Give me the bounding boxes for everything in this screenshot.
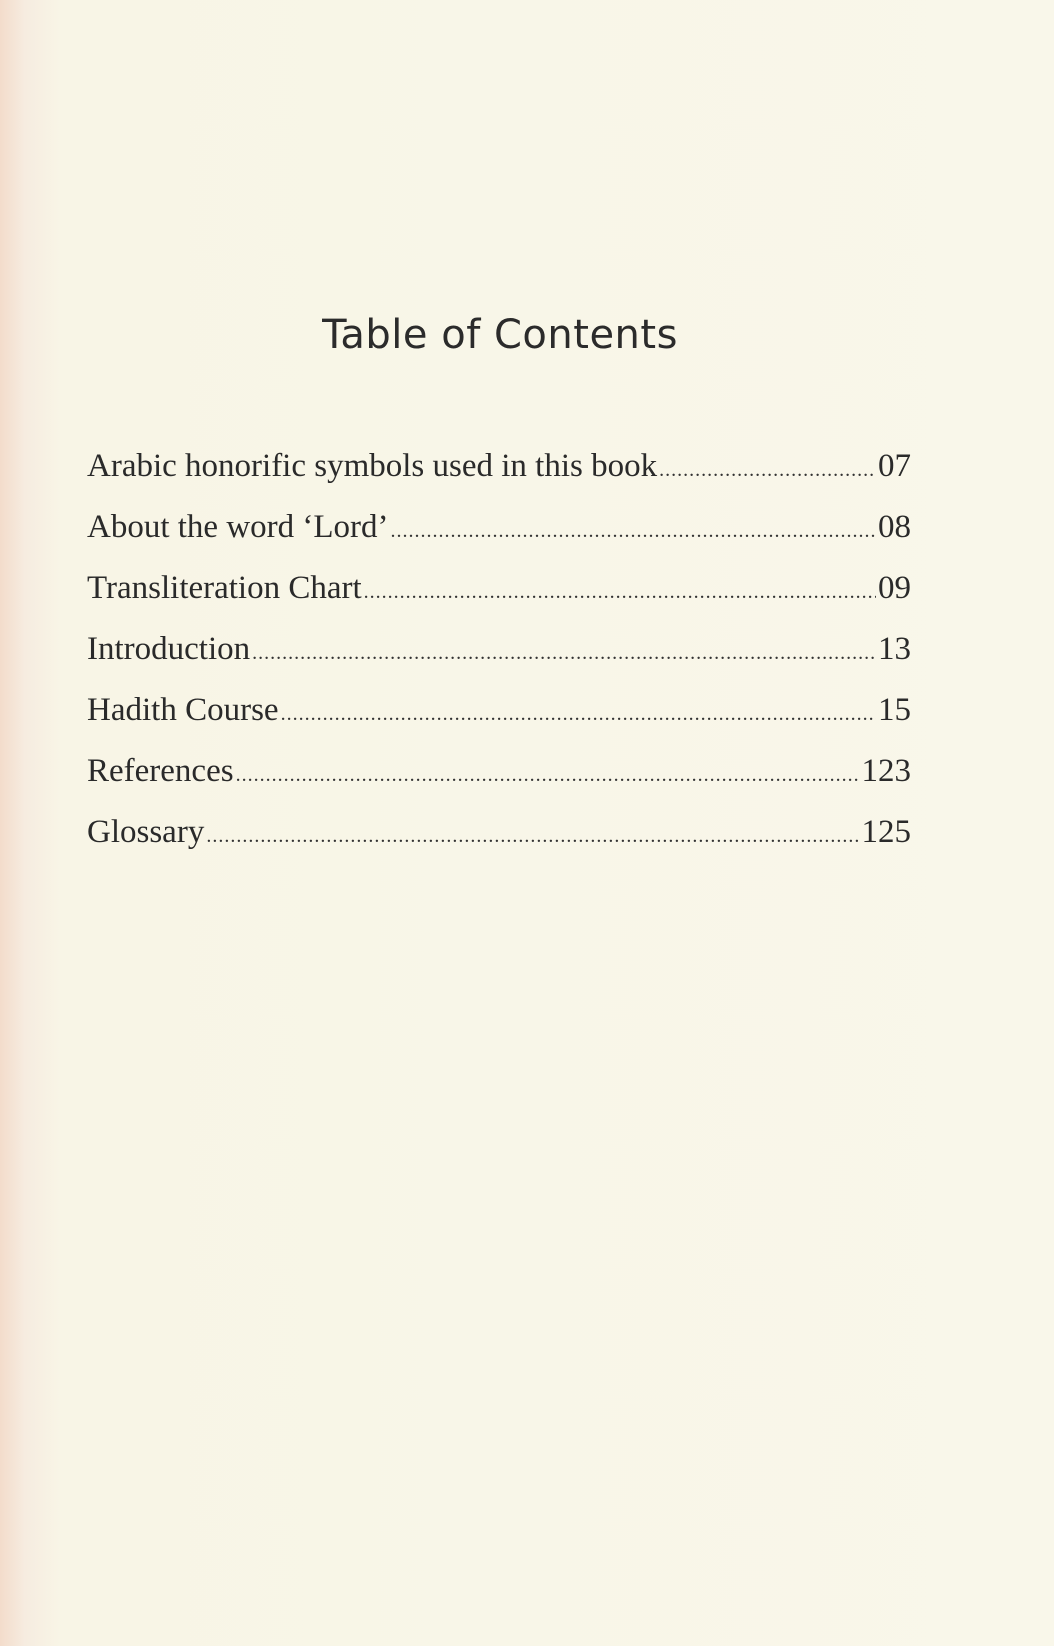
toc-entry[interactable] — [87, 692, 911, 753]
dot-leader — [659, 459, 876, 482]
toc-entry-label: Introduction — [87, 631, 251, 667]
dot-leader — [281, 703, 876, 726]
toc-entry[interactable] — [87, 631, 911, 692]
toc-entry-label: Transliteration Chart — [87, 570, 362, 606]
toc-entry[interactable] — [87, 570, 911, 631]
toc-entry-page: 07 — [878, 448, 911, 484]
toc-entry-page: 15 — [878, 692, 911, 728]
toc-entry[interactable] — [87, 814, 911, 875]
toc-entry-label: About the word ‘Lord’ — [87, 509, 389, 545]
dot-leader — [364, 581, 876, 604]
toc-entry-label: Hadith Course — [87, 692, 279, 728]
toc-entry-page: 125 — [861, 814, 911, 850]
dot-leader — [206, 825, 859, 848]
dot-leader — [391, 520, 876, 543]
toc-entry-label: Arabic honorific symbols used in this book — [87, 448, 658, 484]
toc-entry-page: 123 — [861, 753, 911, 789]
toc-entry[interactable] — [87, 509, 911, 570]
toc-entry-page: 13 — [878, 631, 911, 667]
toc-entry-label: References — [87, 753, 234, 789]
toc-entry[interactable] — [87, 753, 911, 814]
table-of-contents — [87, 448, 911, 875]
dot-leader — [236, 764, 860, 787]
toc-entry-page: 09 — [878, 570, 911, 606]
dot-leader — [252, 642, 876, 665]
page-title: Table of Contents — [322, 312, 678, 358]
toc-entry[interactable] — [87, 448, 911, 509]
toc-entry-page: 08 — [878, 509, 911, 545]
toc-entry-label: Glossary — [87, 814, 205, 850]
